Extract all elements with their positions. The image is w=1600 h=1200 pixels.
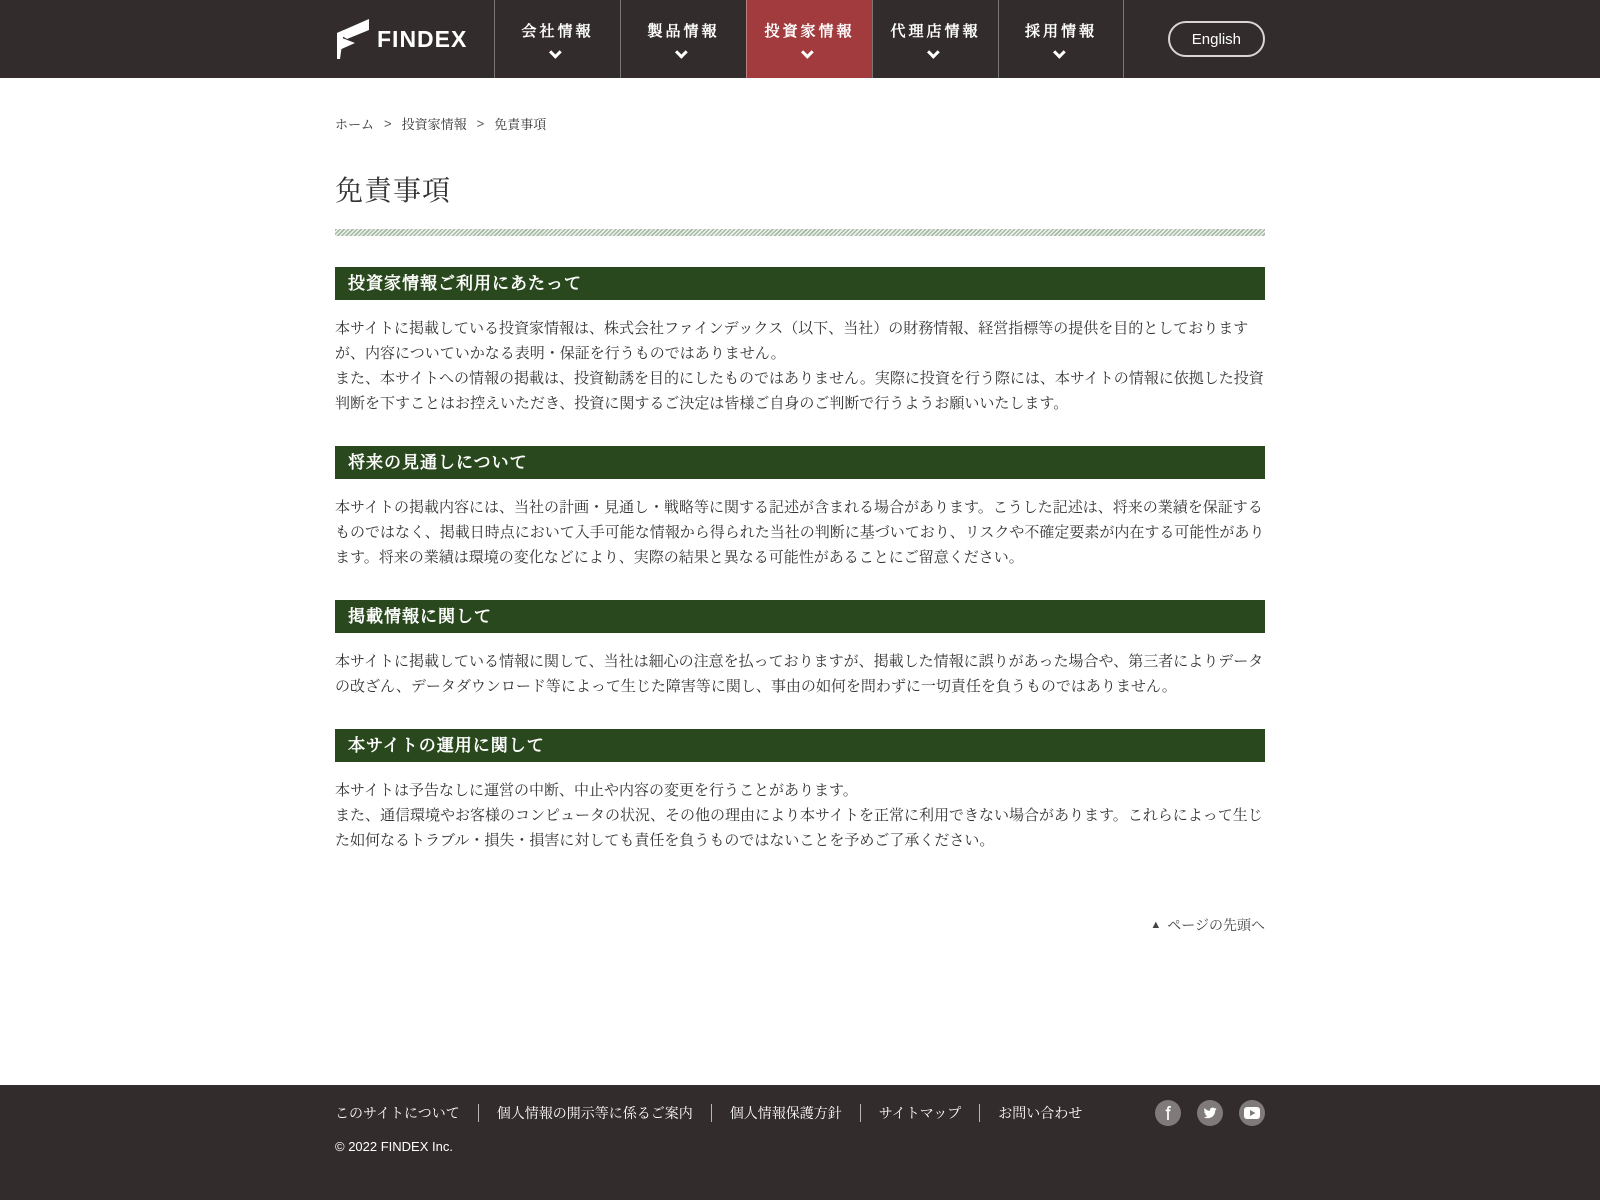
youtube-link[interactable]	[1239, 1100, 1265, 1126]
section-future-outlook	[335, 446, 1265, 570]
facebook-icon	[1161, 1106, 1175, 1120]
breadcrumb-home-link[interactable]: ホーム	[335, 117, 375, 132]
twitter-icon	[1203, 1106, 1217, 1120]
footer-link-about-site[interactable]: このサイトについて	[335, 1105, 460, 1121]
nav-item-recruit[interactable]	[998, 0, 1124, 78]
findex-flag-icon	[335, 19, 369, 59]
nav-item-company[interactable]	[494, 0, 620, 78]
nav-item-products[interactable]	[620, 0, 746, 78]
page-top	[335, 915, 1265, 935]
facebook-link[interactable]	[1155, 1100, 1181, 1126]
breadcrumb	[335, 114, 1265, 133]
section-paragraph: 本サイトは予告なしに運営の中断、中止や内容の変更を行うことがあります。	[335, 782, 858, 799]
section-paragraph: 本サイトに掲載している投資家情報は、株式会社ファインデックス（以下、当社）の財務情報、経営指標等の提供を目的としておりますが、内容についていかなる表明・保証を行うものではありません。	[335, 320, 1249, 362]
site-header	[0, 0, 1600, 78]
footer-divider	[478, 1104, 479, 1122]
section-heading: 将来の見通しについて	[335, 446, 1265, 479]
findex-logo[interactable]	[335, 0, 494, 78]
breadcrumb-current: 免責事項	[494, 117, 547, 132]
youtube-icon	[1244, 1107, 1260, 1119]
section-body	[335, 778, 1265, 853]
nav-label: 製品情報	[647, 22, 720, 40]
nav-label: 会社情報	[521, 22, 594, 40]
copyright: © 2022 FINDEX Inc.	[335, 1139, 453, 1154]
nav-label: 代理店情報	[890, 22, 981, 40]
breadcrumb-investors-link[interactable]: 投資家情報	[401, 117, 467, 132]
chevron-down-icon	[1053, 46, 1066, 59]
section-posted-information	[335, 600, 1265, 699]
section-body	[335, 649, 1265, 699]
footer-divider	[860, 1104, 861, 1122]
social-links	[1155, 1100, 1265, 1126]
breadcrumb-separator: >	[384, 116, 392, 131]
section-heading: 掲載情報に関して	[335, 600, 1265, 633]
nav-item-distributors[interactable]	[872, 0, 998, 78]
nav-label: 投資家情報	[764, 22, 855, 40]
twitter-link[interactable]	[1197, 1100, 1223, 1126]
page-title: 免責事項	[335, 175, 452, 206]
decorative-hatch-band	[335, 229, 1265, 236]
footer-link-contact[interactable]: お問い合わせ	[998, 1105, 1083, 1121]
section-paragraph: また、通信環境やお客様のコンピュータの状況、その他の理由により本サイトを正常に利用できない場合があります。これらによって生じた如何なるトラブル・損失・損害に対しても責任を負うものではないことを予めご了承ください。	[335, 807, 1263, 849]
chevron-down-icon	[675, 46, 688, 59]
chevron-down-icon	[927, 46, 940, 59]
logo-text: FINDEX	[377, 25, 468, 52]
section-site-operation	[335, 729, 1265, 853]
section-paragraph: また、本サイトへの情報の掲載は、投資勧誘を目的にしたものではありません。実際に投資を行う際には、本サイトの情報に依拠した投資判断を下すことはお控えいただき、投資に関するご決定は皆様ご自身のご判断で行うようお願いいたします。	[335, 370, 1264, 412]
section-body	[335, 495, 1265, 570]
main-nav	[494, 0, 1124, 78]
main-content	[0, 78, 1600, 1085]
english-button[interactable]: English	[1168, 21, 1265, 57]
section-paragraph: 本サイトの掲載内容には、当社の計画・見通し・戦略等に関する記述が含まれる場合があります。こうした記述は、将来の業績を保証するものではなく、掲載日時点において入手可能な情報から得られた当社の判断に基づいており、リスクや不確定要素が内在する可能性があります。将来の業績は環境の変化などにより、実際の結果と異なる可能性があることにご留意ください。	[335, 499, 1265, 566]
page-top-link[interactable]	[1150, 915, 1265, 935]
breadcrumb-separator: >	[476, 116, 485, 131]
chevron-down-icon	[549, 46, 562, 59]
footer-links	[335, 1103, 1265, 1123]
footer-link-privacy-policy[interactable]: 個人情報保護方針	[729, 1105, 842, 1121]
triangle-up-icon: ▲	[1150, 919, 1162, 931]
section-paragraph: 本サイトに掲載している情報に関して、当社は細心の注意を払っておりますが、掲載した情報に誤りがあった場合や、第三者によりデータの改ざん、データダウンロード等によって生じた障害等に関し、事由の如何を問わずに一切責任を負うものではありません。	[335, 653, 1264, 695]
section-investor-info-usage	[335, 267, 1265, 416]
nav-label: 採用情報	[1024, 22, 1097, 40]
chevron-down-icon	[801, 46, 814, 59]
nav-item-investors[interactable]	[746, 0, 872, 78]
section-heading: 投資家情報ご利用にあたって	[335, 267, 1265, 300]
footer-link-personal-info-disclosure[interactable]: 個人情報の開示等に係るご案内	[496, 1105, 693, 1121]
section-heading: 本サイトの運用に関して	[335, 729, 1265, 762]
section-body	[335, 316, 1265, 416]
site-footer	[0, 1085, 1600, 1200]
footer-divider	[711, 1104, 712, 1122]
footer-link-sitemap[interactable]: サイトマップ	[878, 1105, 962, 1121]
footer-divider	[979, 1104, 980, 1122]
page-top-label: ページの先頭へ	[1167, 917, 1265, 933]
